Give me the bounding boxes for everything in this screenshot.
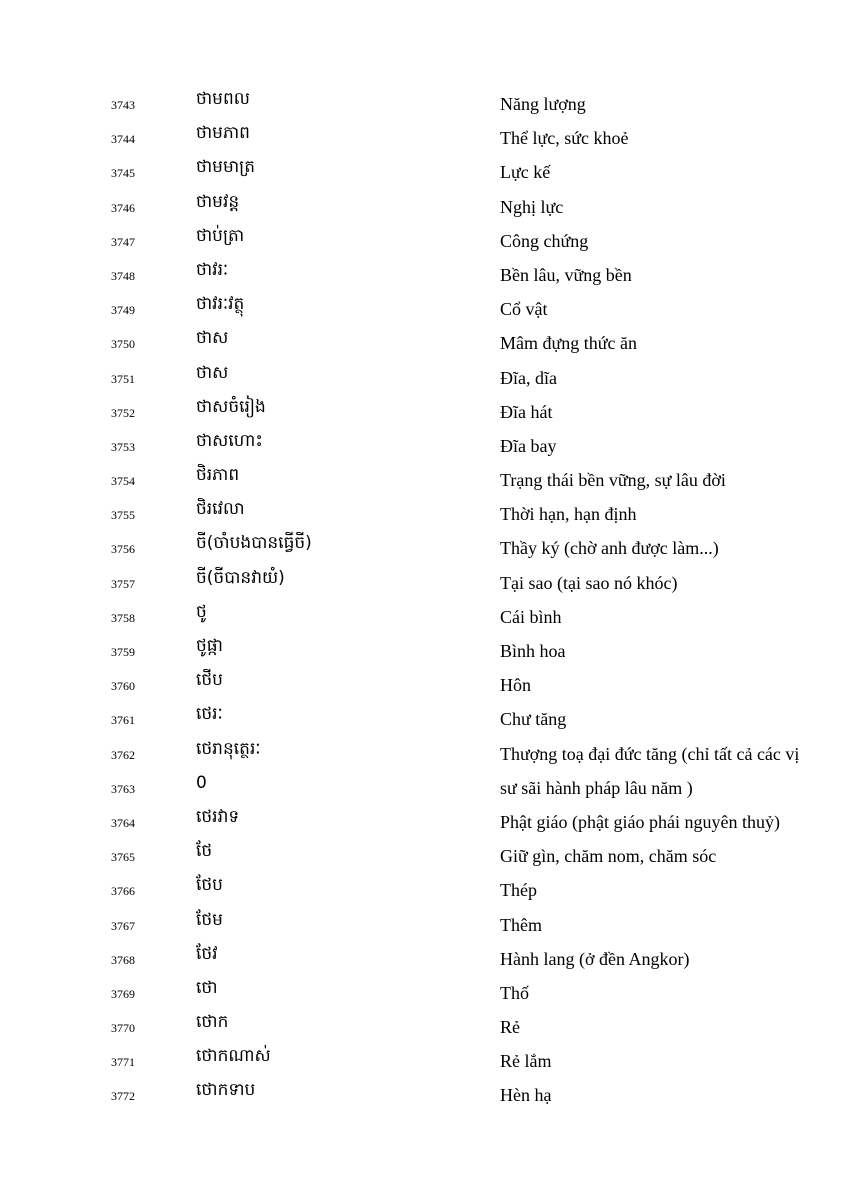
- vietnamese-translation: Cái bình: [500, 606, 562, 627]
- vietnamese-translation: Cổ vật: [500, 299, 548, 320]
- vietnamese-translation: Rẻ lắm: [500, 1051, 552, 1072]
- entry-row: [0, 189, 848, 223]
- entry-row: [0, 394, 848, 428]
- entry-number: 3771: [111, 1055, 135, 1070]
- khmer-term: ថែម: [196, 909, 223, 930]
- khmer-term: ថែវ: [196, 943, 218, 964]
- vietnamese-translation: Thầy ký (chờ anh được làm...): [500, 538, 719, 559]
- khmer-term: ថេរានុត្ថេរៈ: [196, 738, 261, 759]
- khmer-term: ថោក: [196, 1012, 229, 1033]
- vietnamese-translation: Thêm: [500, 914, 542, 935]
- entry-row: [0, 565, 848, 599]
- entry-row: [0, 941, 848, 975]
- vietnamese-translation: Đĩa, dĩa: [500, 367, 557, 388]
- khmer-term: ថែ: [196, 841, 213, 862]
- entry-number: 3755: [111, 508, 135, 523]
- vietnamese-translation: Lực kế: [500, 162, 551, 183]
- vietnamese-translation: Bền lâu, vững bền: [500, 264, 632, 285]
- vietnamese-translation: Năng lượng: [500, 94, 586, 114]
- khmer-term: ថើប: [196, 670, 223, 691]
- vietnamese-translation: Bình hoa: [500, 641, 566, 661]
- khmer-term: ថាមពល: [196, 89, 250, 109]
- entry-number: 3748: [111, 268, 135, 283]
- entry-number: 3760: [111, 679, 135, 694]
- vietnamese-translation: Thượng toạ đại đức tăng (chỉ tất cả các vị: [500, 743, 800, 764]
- entry-row: [0, 1077, 848, 1111]
- khmer-term: ថាសចំរៀង: [196, 396, 266, 417]
- entry-row: [0, 496, 848, 530]
- vietnamese-translation: sư sãi hành pháp lâu năm ): [500, 777, 693, 798]
- entry-row: [0, 804, 848, 838]
- entry-row: [0, 291, 848, 325]
- entry-row: [0, 701, 848, 735]
- entry-row: [0, 530, 848, 564]
- entry-row: [0, 667, 848, 701]
- khmer-term: ថេរៈ: [196, 704, 223, 725]
- entry-number: 3750: [111, 337, 135, 352]
- entry-row: [0, 633, 848, 667]
- khmer-term: ថាសហោះ: [196, 430, 263, 451]
- entry-number: 3772: [111, 1089, 135, 1104]
- entry-number: 3747: [111, 234, 135, 249]
- vietnamese-translation: Hôn: [500, 675, 531, 696]
- entry-list: [0, 86, 848, 1112]
- khmer-term: 0: [196, 772, 207, 793]
- vietnamese-translation: Thể lực, sức khoẻ: [500, 128, 629, 149]
- khmer-term: ថាវរៈវត្ថុ: [196, 294, 245, 315]
- entry-number: 3744: [111, 132, 135, 147]
- khmer-term: ចី(ចីបានវាយំ): [196, 567, 285, 588]
- khmer-term: ថាប់ត្រា: [196, 225, 245, 246]
- entry-number: 3749: [111, 303, 135, 318]
- khmer-term: ថិរវេលា: [196, 499, 245, 520]
- khmer-term: ថោកណាស់: [196, 1046, 271, 1067]
- entry-number: 3754: [111, 474, 135, 489]
- entry-number: 3768: [111, 952, 135, 967]
- vietnamese-translation: Chư tăng: [500, 709, 567, 730]
- entry-row: [0, 1043, 848, 1077]
- khmer-term: ថេរវាទ: [196, 806, 240, 827]
- khmer-term: ថាស: [196, 362, 229, 383]
- khmer-term: ថោ: [196, 977, 218, 998]
- entry-row: [0, 736, 848, 770]
- khmer-term: ថែប: [196, 875, 223, 896]
- entry-number: 3770: [111, 1021, 135, 1036]
- entry-number: 3758: [111, 610, 135, 625]
- entry-number: 3751: [111, 371, 135, 386]
- entry-row: [0, 975, 848, 1009]
- entry-row: [0, 428, 848, 462]
- khmer-term: ថាមមាត្រ: [196, 157, 256, 178]
- khmer-term: ថាវរៈ: [196, 259, 229, 280]
- vietnamese-translation: Đĩa bay: [500, 435, 557, 456]
- khmer-term: ចី(ចាំបងបានធ្វើចី): [196, 533, 312, 554]
- khmer-term: ថូផ្កា: [196, 636, 223, 656]
- entry-row: [0, 360, 848, 394]
- entry-row: [0, 325, 848, 359]
- vietnamese-translation: Hèn hạ: [500, 1085, 552, 1106]
- entry-number: 3762: [111, 747, 135, 762]
- entry-row: [0, 257, 848, 291]
- entry-number: 3746: [111, 200, 135, 215]
- entry-row: [0, 1009, 848, 1043]
- vietnamese-translation: Nghị lực: [500, 196, 564, 217]
- entry-number: 3753: [111, 439, 135, 454]
- khmer-term: ថិរភាព: [196, 465, 240, 486]
- entry-row: [0, 872, 848, 906]
- entry-row: [0, 599, 848, 633]
- vietnamese-translation: Phật giáo (phật giáo phái nguyên thuỷ): [500, 811, 780, 832]
- entry-number: 3765: [111, 850, 135, 865]
- vietnamese-translation: Rẻ: [500, 1017, 520, 1038]
- vietnamese-translation: Tại sao (tại sao nó khóc): [500, 572, 678, 593]
- khmer-term: ថាស: [196, 328, 229, 349]
- entry-number: 3764: [111, 815, 135, 830]
- entry-number: 3745: [111, 166, 135, 181]
- entry-row: [0, 907, 848, 941]
- vietnamese-translation: Công chứng: [500, 230, 589, 251]
- khmer-term: ថោកទាប: [196, 1080, 256, 1101]
- khmer-term: ថូ: [196, 601, 207, 622]
- entry-number: 3759: [111, 645, 135, 659]
- entry-row: [0, 120, 848, 154]
- vietnamese-translation: Hành lang (ở đền Angkor): [500, 948, 690, 969]
- vietnamese-translation: Thép: [500, 880, 537, 901]
- vietnamese-translation: Đĩa hát: [500, 401, 553, 422]
- entry-number: 3761: [111, 713, 135, 728]
- entry-number: 3752: [111, 405, 135, 420]
- entry-number: 3757: [111, 576, 135, 591]
- entry-row: [0, 770, 848, 804]
- vietnamese-translation: Mâm đựng thức ăn: [500, 333, 637, 354]
- entry-row: [0, 86, 848, 120]
- khmer-term: ថាមវន្ត: [196, 191, 240, 212]
- entry-number: 3763: [111, 781, 135, 796]
- entry-row: [0, 154, 848, 188]
- entry-row: [0, 462, 848, 496]
- entry-number: 3767: [111, 918, 135, 933]
- vietnamese-translation: Giữ gìn, chăm nom, chăm sóc: [500, 846, 717, 867]
- vietnamese-translation: Trạng thái bền vững, sự lâu đời: [500, 470, 726, 491]
- entry-number: 3766: [111, 884, 135, 899]
- entry-row: [0, 838, 848, 872]
- entry-row: [0, 223, 848, 257]
- entry-number: 3769: [111, 986, 135, 1001]
- vietnamese-translation: Thời hạn, hạn định: [500, 504, 637, 525]
- vietnamese-translation: Thố: [500, 982, 529, 1003]
- entry-number: 3756: [111, 542, 135, 557]
- entry-number: 3743: [111, 98, 135, 112]
- khmer-term: ថាមភាព: [196, 123, 250, 144]
